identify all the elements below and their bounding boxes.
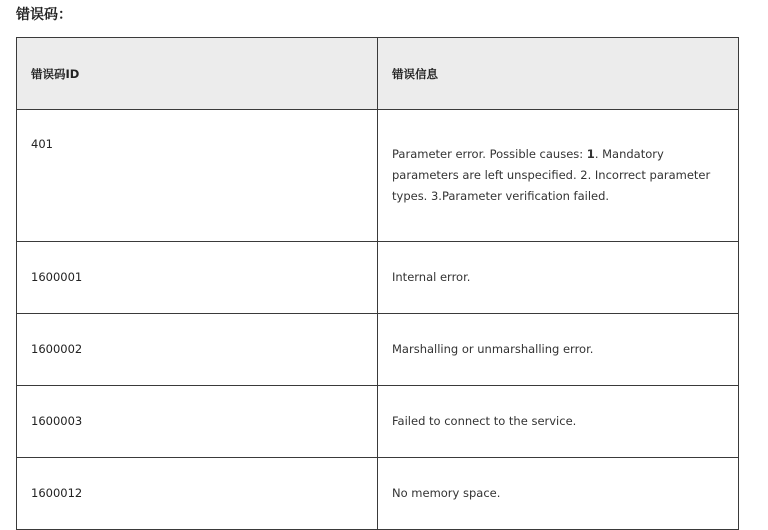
section-title: 错误码：: [16, 7, 72, 23]
table-row: [17, 110, 739, 242]
table-row: [17, 242, 739, 314]
error-code-cell: 401: [17, 110, 378, 242]
error-message-cell: [378, 110, 739, 242]
table-row: [17, 386, 739, 458]
error-message-cell: Marshalling or unmarshalling error.: [378, 314, 739, 386]
error-code-cell: 1600012: [17, 458, 378, 530]
column-header-error-code-id: 错误码ID: [17, 38, 378, 110]
error-code-cell: 1600003: [17, 386, 378, 458]
error-message-text: Parameter error. Possible causes:: [392, 147, 587, 161]
error-code-table: [16, 37, 739, 530]
error-message-text: . Mandatory parameters are left unspecified. 2. Incorrect parameter types. 3.Parameter verification failed.: [392, 147, 711, 203]
error-message-cell: Failed to connect to the service.: [378, 386, 739, 458]
table-row: [17, 458, 739, 530]
error-code-cell: 1600002: [17, 314, 378, 386]
column-header-error-message: 错误信息: [378, 38, 739, 110]
error-message-emphasis: 1: [586, 147, 595, 161]
table-row: [17, 314, 739, 386]
table-header-row: [17, 38, 739, 110]
error-message-cell: No memory space.: [378, 458, 739, 530]
error-code-cell: 1600001: [17, 242, 378, 314]
error-message-cell: Internal error.: [378, 242, 739, 314]
